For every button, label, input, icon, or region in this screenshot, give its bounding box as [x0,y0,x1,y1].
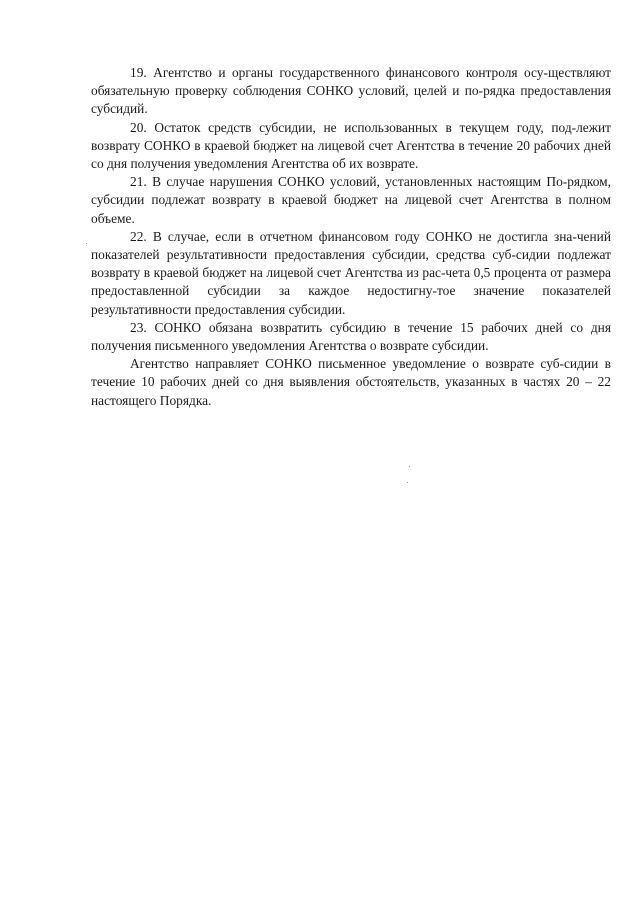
paragraph-21: 21. В случае нарушения СОНКО условий, установленных настоящим По-рядком, субсидии подлежат возврату в краевой бюджет на лицевой счет Агентства в полном объеме. [91,174,611,226]
paragraph-notification: Агентство направляет СОНКО письменное уведомление о возврате суб-сидии в течение 10 рабочих дней со дня выявления обстоятельств, указанных в частях 20 – 22 настоящего Порядка. [91,356,611,408]
paragraph-19: 19. Агентство и органы государственного финансового контроля осу-ществляют обязательную проверку соблюдения СОНКО условий, целей и по-рядка предоставления субсидий. [91,65,611,117]
paragraph-23: 23. СОНКО обязана возвратить субсидию в течение 15 рабочих дней со дня получения письменного уведомления Агентства о возврате субсидии. [91,319,611,354]
document-body [91,64,611,410]
scan-speck [86,243,87,244]
scan-speck [409,466,410,467]
paragraph-22: 22. В случае, если в отчетном финансовом году СОНКО не достигла зна-чений показателей результативности предоставления субсидии, средства суб-сидии подлежат возврату в краевой бюджет на лицевой счет Агентства из рас-чета 0,5 процента от размера предоставленной субсидии за каждое недостигну-тое значение показателей результативности предоставления субсидии. [91,228,611,317]
scan-speck [407,482,408,483]
paragraph-20: 20. Остаток средств субсидии, не использованных в текущем году, под-лежит возврату СОНКО в краевой бюджет на лицевой счет Агентства в течение 20 рабочих дней со дня получения уведомления Агентства об их возврате. [91,119,611,172]
